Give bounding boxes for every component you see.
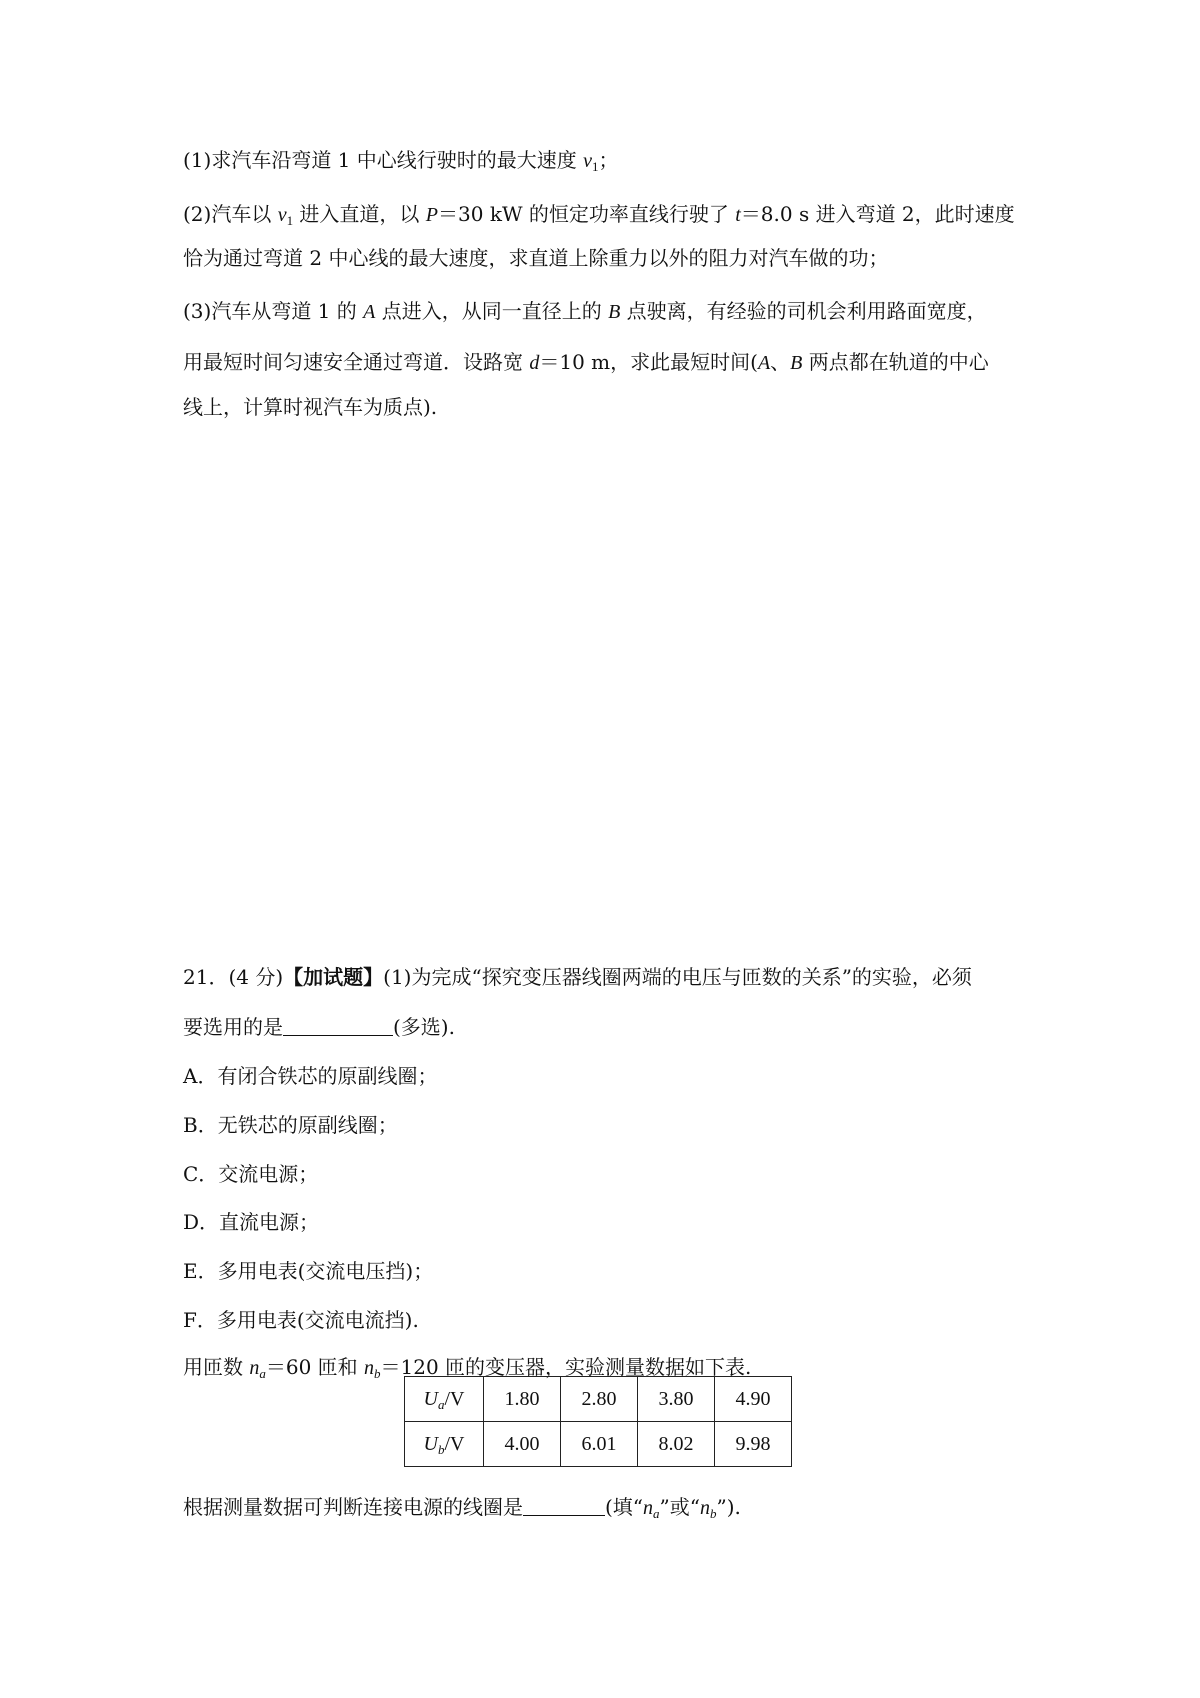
q20-part2-line1: (2)汽车以 $v_1$ 进入直道，以 P＝30 kW 的恒定功率直线行驶了 t＝8.0 s 进入弯道 2，此时速度	[183, 202, 1015, 228]
table-cell: 4.90	[715, 1377, 792, 1422]
table-cell: 1.80	[484, 1377, 561, 1422]
answer-blank[interactable]	[283, 1017, 393, 1036]
option-a: A．有闭合铁芯的原副线圈；	[183, 1064, 438, 1088]
table-cell: 9.98	[715, 1422, 792, 1467]
option-e: E．多用电表(交流电压挡)；	[183, 1259, 434, 1283]
table-intro: 用匝数 $n_a=60$ 匝和 $n_b=120$ 匝的变压器，实验测量数据如下表.	[183, 1355, 752, 1381]
table-cell: 4.00	[484, 1422, 561, 1467]
table-row	[405, 1422, 792, 1467]
table-cell: 3.80	[638, 1377, 715, 1422]
q20-part3-line2: 用最短时间匀速安全通过弯道．设路宽 d＝10 m，求此最短时间(A、B 两点都在轨道的中心	[183, 350, 989, 374]
q21-intro-line1: 21．(4 分)【加试题】(1)为完成“探究变压器线圈两端的电压与匝数的关系”的实验，必须	[183, 965, 972, 989]
option-d: D．直流电源；	[183, 1210, 320, 1234]
data-table	[404, 1376, 792, 1467]
q21-intro-line2: 要选用的是 (多选).	[183, 1015, 455, 1039]
option-f: F．多用电表(交流电流挡).	[183, 1308, 419, 1332]
table-row	[405, 1377, 792, 1422]
table-cell: 2.80	[561, 1377, 638, 1422]
option-c: C．交流电源；	[183, 1162, 319, 1186]
table-cell: 6.01	[561, 1422, 638, 1467]
q20-part3-line1: (3)汽车从弯道 1 的 A 点进入，从同一直径上的 B 点驶离，有经验的司机会利用路面宽度，	[183, 299, 987, 323]
answer-blank[interactable]	[523, 1497, 605, 1516]
extra-question-tag: 【加试题】	[283, 965, 384, 989]
option-b: B．无铁芯的原副线圈；	[183, 1113, 398, 1137]
q20-part3-line3: 线上，计算时视汽车为质点).	[183, 395, 438, 419]
q20-part2-line2: 恰为通过弯道 2 中心线的最大速度，求直道上除重力以外的阻力对汽车做的功；	[183, 246, 889, 270]
table-cell: 8.02	[638, 1422, 715, 1467]
row-header: $U_b/V$	[405, 1422, 484, 1467]
var-v: v	[583, 150, 593, 172]
row-header: $U_a/V$	[405, 1377, 484, 1422]
conclusion: 根据测量数据可判断连接电源的线圈是 (填“$n_a$”或“$n_b$”).	[183, 1495, 741, 1521]
q20-part1: (1)求汽车沿弯道 1 中心线行驶时的最大速度 $v_1$；	[183, 148, 619, 174]
